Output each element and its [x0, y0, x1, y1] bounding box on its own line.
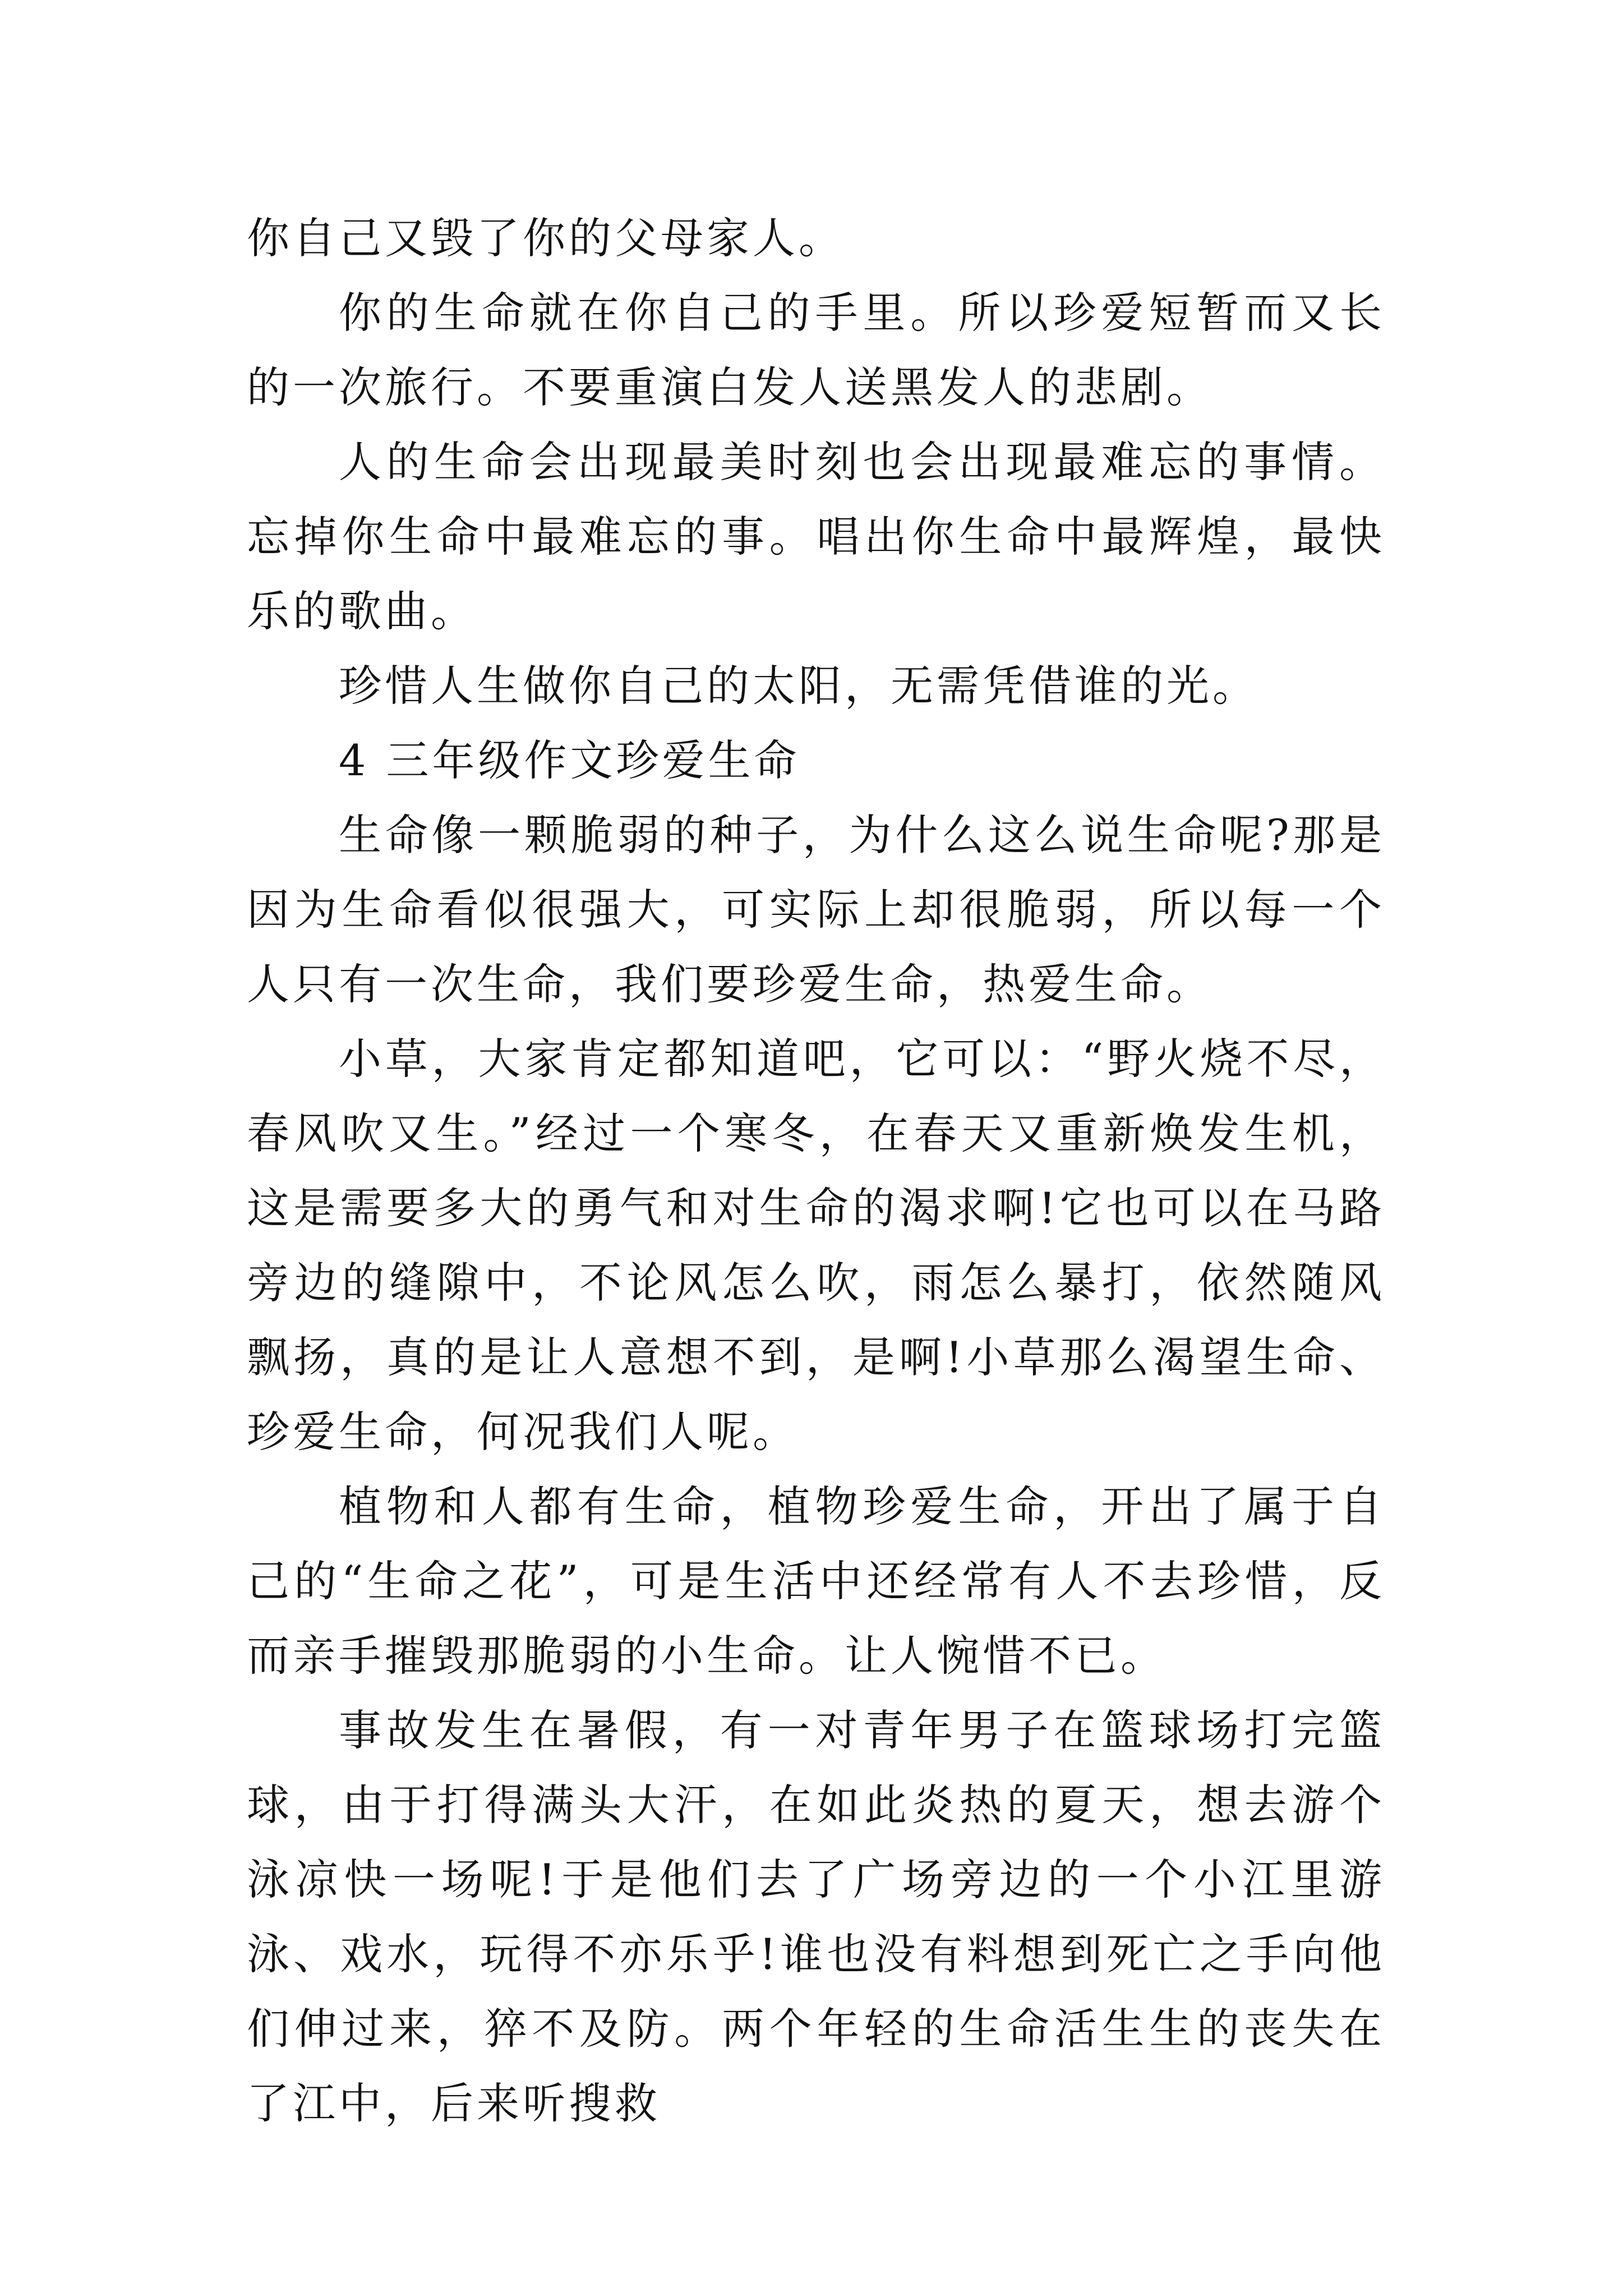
paragraph-6: 小草，大家肯定都知道吧，它可以：“野火烧不尽，春风吹又生。”经过一个寒冬，在春天又重新焕发生机，这是需要多大的勇气和对生命的渴求啊!它也可以在马路旁边的缝隙中，不论风怎么吹，雨怎么暴打，依然随风飘扬，真的是让人意想不到，是啊!小草那么渴望生命、珍爱生命，何况我们人呢。 [247, 1034, 1385, 1457]
paragraph-5: 生命像一颗脆弱的种子，为什么这么说生命呢?那是因为生命看似很强大，可实际上却很脆弱，所以每一个人只有一次生命，我们要珍爱生命，热爱生命。 [247, 810, 1385, 1009]
paragraph-8: 事故发生在暑假，有一对青年男子在篮球场打完篮球，由于打得满头大汗，在如此炎热的夏天，想去游个泳凉快一场呢!于是他们去了广场旁边的一个小江里游泳、戏水，玩得不亦乐乎!谁也没有料想到死亡之手向他们伸过来，猝不及防。两个年轻的生命活生生的丧失在了江中，后来听搜救 [247, 1705, 1385, 2128]
section-heading: 4 三年级作文珍爱生命 [339, 735, 800, 785]
paragraph-3: 人的生命会出现最美时刻也会出现最难忘的事情。忘掉你生命中最难忘的事。唱出你生命中最辉煌，最快乐的歌曲。 [247, 437, 1385, 636]
paragraph-4: 珍惜人生做你自己的太阳，无需凭借谁的光。 [339, 661, 1258, 711]
paragraph-7: 植物和人都有生命，植物珍爱生命，开出了属于自己的“生命之花”，可是生活中还经常有人不去珍惜，反而亲手摧毁那脆弱的小生命。让人惋惜不已。 [247, 1481, 1385, 1681]
paragraph-1: 你自己又毁了你的父母家人。 [247, 213, 845, 263]
document-page [247, 201, 1385, 2141]
paragraph-2: 你的生命就在你自己的手里。所以珍爱短暂而又长的一次旅行。不要重演白发人送黑发人的悲剧。 [247, 288, 1385, 412]
